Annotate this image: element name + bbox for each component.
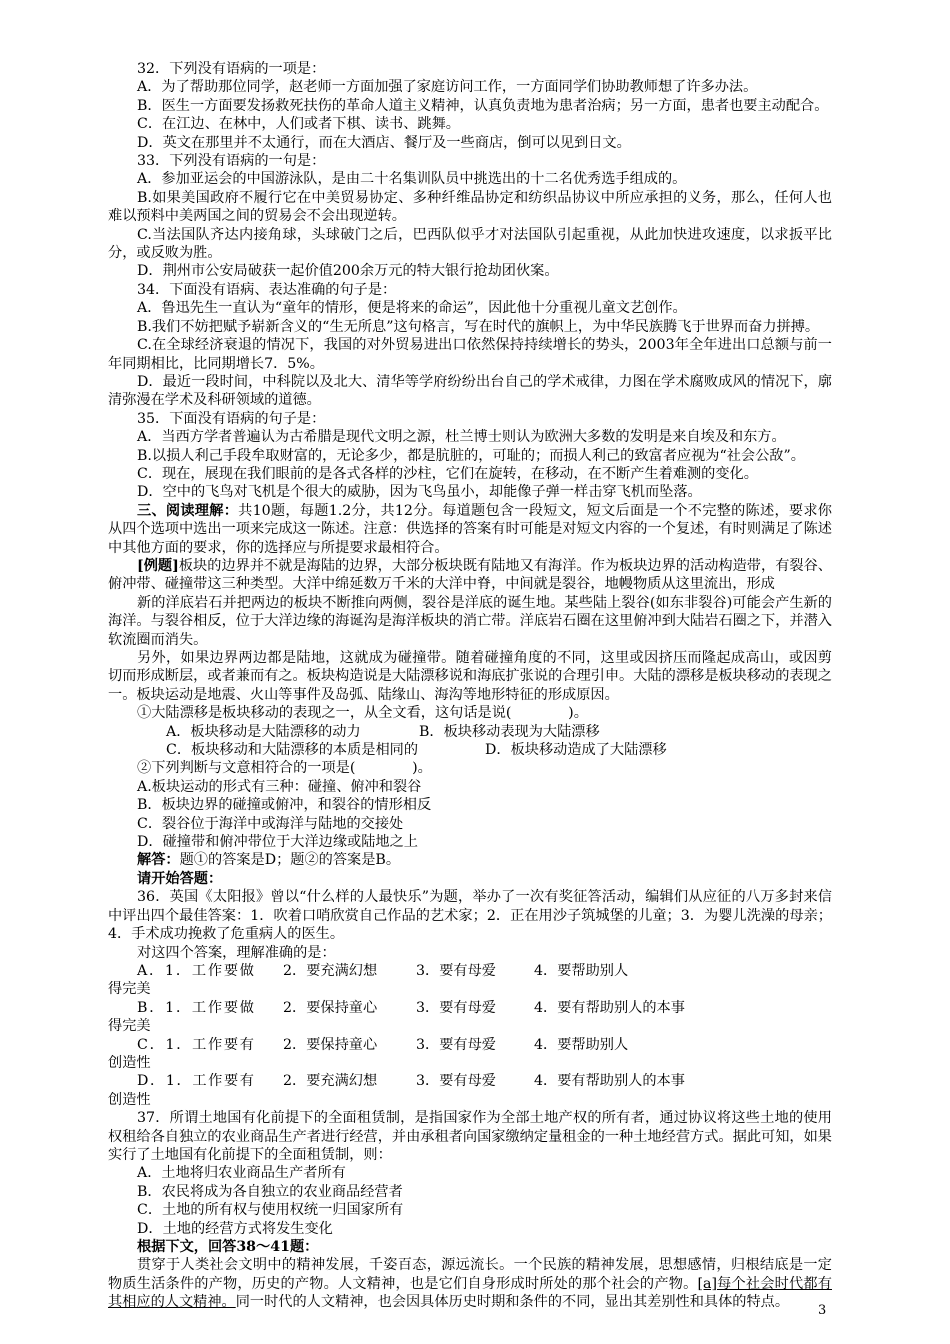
q36-a-3: 3．要有母爱: [416, 962, 496, 979]
q37-option-d: D．土地的经营方式将发生变化: [137, 1220, 333, 1237]
q36-stem: 36．英国《太阳报》曾以“什么样的人最快乐”为题，举办了一次有奖征答活动，编辑们从应征的八万多封来信中评出四个最佳答案：1．吹着口哨欣赏自己作品的艺术家；2．正在用沙子筑城堡的儿童；3．为婴儿洗澡的母亲；4．手术成功挽救了危重病人的医生。: [108, 889, 832, 943]
example-question-2: ②下列判断与文意相符合的一项是( )。: [137, 760, 432, 777]
q32-option-c: C．在江边、在林中，人们或者下棋、读书、跳舞。: [137, 116, 460, 133]
q32-option-d: D．英文在那里并不太通行，而在大酒店、餐厅及一些商店，倒可以见到日文。: [137, 134, 631, 151]
q36-b-1: B．1．工作要做得完美: [108, 999, 254, 1035]
q33-option-b: B.如果美国政府不履行它在中美贸易协定、多种纤维品协定和纺织品协议中所应承担的义务，那么，任何人也难以预料中美两国之间的贸易会不会出现逆转。: [108, 189, 832, 225]
q36-option-a: [108, 962, 832, 999]
q36-d-2: 2．要充满幻想: [283, 1073, 378, 1090]
q34-option-b: B.我们不妨把赋予崭新含义的“生无所息”这句格言，写在时代的旗帜上，为中华民族腾飞于世界而奋力拼搏。: [137, 318, 820, 335]
q37-stem: 37．所谓土地国有化前提下的全面租赁制，是指国家作为全部土地产权的所有者，通过协议将这些土地的使用权租给各自独立的农业商品生产者进行经营，并由承租者向国家缴纳定量租金的一种土地经营方式。据此可知，如果实行了土地国有化前提下的全面租赁制，则：: [108, 1110, 832, 1163]
example-question-1: ①大陆漂移是板块移动的表现之一，从全文看，这句话是说( )。: [137, 705, 588, 722]
reading-intro-text: 共10题，每题1.2分，共12分。每道题包含一段短文，短文后面是一个不完整的陈述，要求你从四个选项中选出一项来完成这一陈述。注意：供选择的答案有时可能是对短文内容的一个复述，有时则满足了陈述中其他方面的要求，你的选择应与所提要求最相符合。: [108, 502, 832, 556]
q35-option-d: D．空中的飞鸟对飞机是个很大的威胁，因为飞鸟虽小，却能像子弹一样击穿飞机而坠落。: [137, 484, 702, 501]
q32-option-a: A．为了帮助那位同学，赵老师一方面加强了家庭访问工作，一方面同学们协助教师想了许多办法。: [137, 79, 758, 96]
passage-paragraph: [108, 1256, 832, 1311]
q36-c-2: 2．要保持童心: [283, 1036, 378, 1053]
q36-c-1: C．1．工作要有创造性: [108, 1036, 254, 1071]
q33-option-a: A．参加亚运会的中国游泳队，是由二十名集训队员中挑选出的十二名优秀选手组成的。: [137, 171, 687, 188]
passage-text: 贯穿于人类社会文明中的精神发展，千姿百态，源远流长。一个民族的精神发展，思想感情，归根结底是一定物质生活条件的产物，历史的产物。人文精神，也是它们自身形成时所处的那个社会的产物。: [108, 1257, 832, 1292]
q33-option-c: C.当法国队齐达内接角球，头球破门之后，巴西队似乎才对法国队引起重视，从此加快进攻速度，以求扳平比分，或反败为胜。: [108, 226, 832, 262]
example-text-1: 板块的边界并不就是海陆的边界，大部分板块既有陆地又有海洋。作为板块边界的活动构造带，有裂谷、俯冲带、碰撞带这三种类型。大洋中绵延数万千米的大洋中脊，中间就是裂谷，地幔物质从这里流出，形成: [108, 557, 832, 593]
q36-a-2: 2．要充满幻想: [283, 962, 378, 979]
q36-c-4: 4．要帮助别人: [534, 1036, 629, 1053]
example-q2-option: C．裂谷位于海洋中或海洋与陆地的交接处: [137, 815, 404, 832]
q36-b-2: 2．要保持童心: [283, 999, 378, 1016]
document-page: [108, 60, 832, 1312]
q32-option-b: B．医生一方面要发扬救死扶伤的革命人道主义精神，认真负责地为患者治病；另一方面，患者也要主动配合。: [137, 97, 829, 114]
q36-b-3: 3．要有母爱: [416, 999, 496, 1016]
q36-d-4: 4．要有帮助别人的本事: [534, 1073, 685, 1090]
example-paragraph-2: 新的洋底岩石并把两边的板块不断推向两侧，裂谷是洋底的诞生地。某些陆上裂谷(如东非裂谷)可能会产生新的海洋。与裂谷相反，位于大洋边缘的海诞沟是海洋板块的消亡带。洋底岩石圈在这里俯冲到大陆岩石圈之下，并潜入软流圈而消失。: [108, 594, 832, 648]
passage-underlined-sentence: [a]每个社会时代都有其相应的人文精神。: [108, 1275, 832, 1311]
example-q2-option: D．碰撞带和俯冲带位于大洋边缘或陆地之上: [137, 834, 418, 851]
answer-text: 题①的答案是D；题②的答案是B。: [179, 852, 401, 869]
q35-option-c: C．现在，展现在我们眼前的是各式各样的沙柱，它们在旋转，在移动，在不断产生着难测的变化。: [137, 465, 758, 482]
q33-stem: 33．下列没有语病的一句是：: [137, 153, 326, 170]
reading-heading: 三、阅读理解：: [137, 502, 239, 519]
q36-prompt: 对这四个答案，理解准确的是：: [137, 944, 336, 961]
q37-option-a: A．土地将归农业商品生产者所有: [137, 1165, 346, 1182]
answer-label: 解答：: [137, 852, 180, 869]
page-number: 3: [818, 1303, 827, 1318]
q34-stem: 34．下面没有语病、表达准确的句子是：: [137, 281, 397, 298]
q34-option-c: C.在全球经济衰退的情况下，我国的对外贸易进出口依然保持持续增长的势头，2003年全年进出口总额与前一年同期相比，比同期增长7．5%。: [108, 337, 832, 372]
q36-b-4: 4．要有帮助别人的本事: [534, 999, 685, 1016]
example-q2-option: A.板块运动的形式有三种：碰撞、俯冲和裂谷: [137, 778, 422, 795]
q34-option-d: D．最近一段时间，中科院以及北大、清华等学府纷纷出台自己的学术戒律，力图在学术腐败成风的情况下，廓清弥漫在学术及科研领域的道德。: [108, 373, 832, 409]
q33-option-d: D．荆州市公安局破获一起价值200余万元的特大银行抢劫团伙案。: [137, 263, 559, 280]
q36-option-b: [108, 999, 832, 1036]
start-label: 请开始答题：: [137, 870, 223, 887]
passage-tail: 同一时代的人文精神，也会因具体历史时期和条件的不同，显出其差别性和具体的特点。: [235, 1294, 790, 1311]
passage-heading: 根据下文，回答38～41题：: [137, 1239, 319, 1255]
example-q2-option: B．板块边界的碰撞或俯冲，和裂谷的情形相反: [137, 797, 432, 814]
example-q1-option-a: A．板块移动是大陆漂移的动力: [166, 723, 361, 740]
example-q1-options-ab: [108, 723, 832, 741]
q36-d-1: D．1．工作要有创造性: [108, 1073, 254, 1108]
example-label: [例题]: [137, 557, 179, 574]
q32-stem: 32．下列没有语病的一项是：: [137, 61, 326, 77]
q37-option-c: C．土地的所有权与使用权统一归国家所有: [137, 1202, 404, 1219]
q36-c-3: 3．要有母爱: [416, 1036, 496, 1053]
q37-option-b: B．农民将成为各自独立的农业商品经营者: [137, 1183, 403, 1200]
q36-a-4: 4．要帮助别人: [534, 962, 629, 979]
q36-option-c: [108, 1036, 832, 1073]
q35-option-a: A．当西方学者普遍认为古希腊是现代文明之源，杜兰博士则认为欧洲大多数的发明是来自埃及和东方。: [137, 429, 786, 446]
example-q1-option-d: D．板块移动造成了大陆漂移: [485, 742, 667, 759]
q36-d-3: 3．要有母爱: [416, 1073, 496, 1090]
example-q1-options-cd: [108, 741, 832, 759]
reading-intro: [108, 502, 832, 557]
q35-stem: 35．下面没有语病的句子是：: [137, 410, 326, 427]
q35-option-b: B.以损人利己手段牟取财富的，无论多少，都是肮脏的，可耻的；而损人利己的致富者应视为“社会公敌”。: [137, 447, 805, 464]
example-q1-option-b: B．板块移动表现为大陆漂移: [419, 723, 600, 740]
q34-option-a: A．鲁迅先生一直认为“童年的情形，便是将来的命运”，因此他十分重视儿童文艺创作。: [137, 300, 687, 317]
q36-option-d: [108, 1072, 832, 1109]
example-paragraph-3: 另外，如果边界两边都是陆地，这就成为碰撞带。随着碰撞角度的不同，这里或因挤压而隆起成高山，或因剪切而形成断层，或者兼而有之。板块构造说是大陆漂移说和海底扩张说的合理引申。大陆的漂移是板块移动的表现之一。板块运动是地震、火山等事件及岛弧、陆缘山、海沟等地形特征的形成原因。: [108, 650, 832, 703]
example-answer: [108, 851, 832, 869]
example-q1-option-c: C．板块移动和大陆漂移的本质是相同的: [166, 742, 419, 759]
q36-a-1: A．1．工作要做得完美: [108, 962, 254, 998]
example-paragraph-1: [108, 557, 832, 594]
